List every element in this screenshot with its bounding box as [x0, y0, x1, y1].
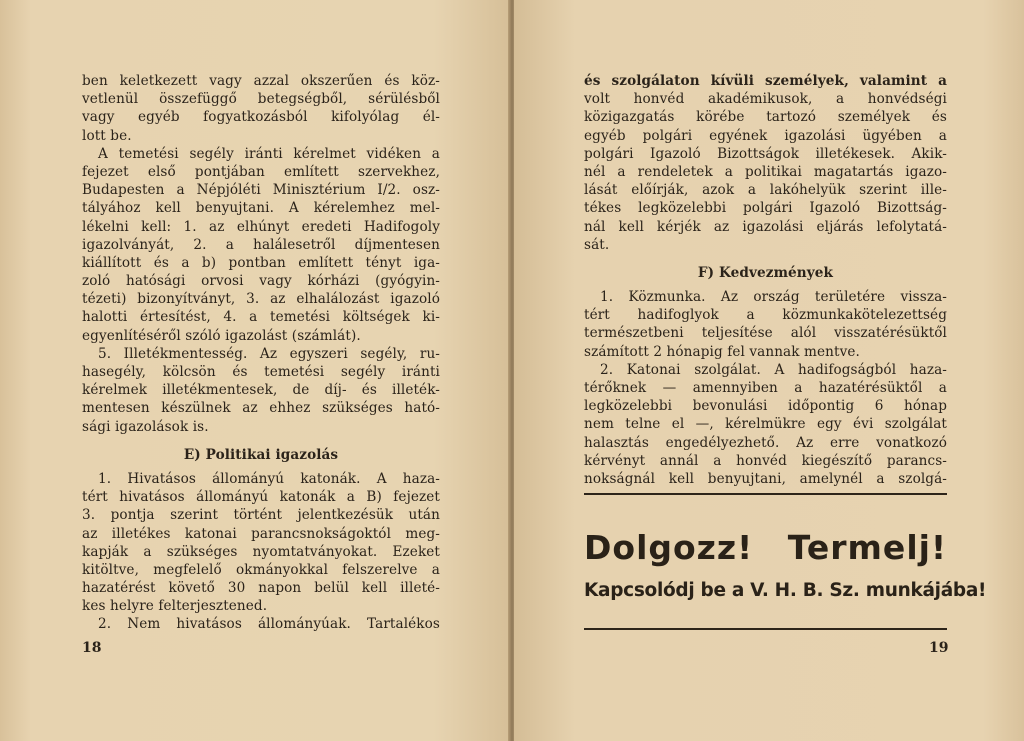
text-line: kiállított és a b) pontban említett tényt iga-	[82, 254, 440, 271]
text-line: Budapesten a Népjóléti Minisztérium I/2. osz-	[82, 182, 440, 199]
text-line: kérvényt annál a honvéd kiegészítő parancs-	[584, 452, 947, 469]
text-line: tért hivatásos állományú katonák a B) fejezet	[82, 489, 440, 506]
text-line: mentesen készülnek az ehhez szükséges ható-	[82, 400, 440, 417]
text-line: zoló hatósági orvosi vagy kórházi (gyógyin-	[82, 273, 440, 290]
slogan-subtitle: Kapcsolódj be a V. H. B. Sz. munkájába!	[584, 580, 987, 601]
slogan-produce: Termelj!	[787, 528, 947, 567]
section-heading-benefits: F) Kedvezmények	[697, 264, 834, 281]
text-line: lékelni kell: 1. az elhúnyt eredeti Hadifogoly	[82, 218, 440, 235]
right-page-text	[584, 72, 947, 488]
text-line: térőknek — amennyiben a hazatérésüktől a	[584, 380, 947, 396]
text-line: egyenlítéséről szóló igazolást (számlát).	[82, 327, 361, 344]
text-line: sát.	[584, 236, 610, 253]
divider-rule-bottom	[584, 628, 947, 630]
text-line: 2. Nem hivatásos állományúak. Tartalékos	[98, 616, 440, 633]
text-line: A temetési segély iránti kérelmet vidéken a	[98, 145, 440, 162]
text-line: igazolványát, 2. a halálesetről díjmentesen	[82, 236, 440, 253]
text-line: és szolgálaton kívüli személyek, valamint a	[584, 73, 947, 89]
text-line: ben keletkezett vagy azzal okszerűen és köz-	[82, 73, 440, 89]
text-line: fejezet első pontjában említett szervekhez,	[82, 163, 440, 180]
text-line: halotti értesítést, 4. a temetési költségek ki-	[82, 309, 440, 326]
text-line: nokságnál kell benyujtani, amelynél a szolgá-	[584, 470, 947, 487]
left-page-text	[82, 72, 440, 634]
text-line: vetlenül összefüggő betegségből, sérülésből	[82, 91, 440, 108]
text-line: tért hadifoglyok a közmunkakötelezettség	[584, 307, 947, 324]
text-line: természetbeni teljesítése alól visszatérésüktől	[584, 325, 947, 342]
text-line: nál kell kérjék az igazolási eljárás lefolytatá-	[584, 218, 947, 235]
text-line: nem telne el —, kérelmükre egy évi szolgálat	[584, 416, 947, 433]
text-line: halasztás engedélyezhető. Az erre vonatkozó	[584, 434, 947, 451]
slogan-banner	[584, 528, 947, 572]
right-page	[514, 0, 1024, 741]
section-heading-political: E) Politikai igazolás	[183, 446, 339, 463]
text-line: hazatérést követő 30 napon belül kell illeté-	[82, 580, 440, 597]
text-line: az illetékes katonai parancsnokságoktól meg-	[82, 525, 440, 542]
text-line: 3. pontja szerint történt jelentkezésük után	[82, 507, 440, 524]
text-line: egyéb polgári egyének igazolási ügyében a	[584, 127, 947, 144]
text-line: 1. Közmunka. Az ország területére vissza-	[600, 289, 947, 306]
text-line: kitöltve, megfelelő okmányokkal felszerelve a	[82, 561, 440, 578]
text-line: vagy egyéb fogyatkozásból kifolyólag él-	[82, 109, 440, 126]
text-line: volt honvéd akadémikusok, a honvédségi	[584, 91, 947, 108]
page-number-right: 19	[929, 640, 949, 656]
text-line: közigazgatás körébe tartozó személyek és	[584, 109, 947, 126]
text-line: 5. Illetékmentesség. Az egyszeri segély, ru-	[98, 345, 440, 362]
text-line: tékes legközelebbi polgári Igazoló Bizottság-	[584, 200, 947, 217]
text-line: lását előírják, azok a lakóhelyük szerint ille-	[584, 182, 947, 199]
divider-rule-top	[584, 493, 947, 495]
text-line: kapják a szükséges nyomtatványokat. Ezeket	[82, 543, 440, 560]
text-line: nél a rendeletek a politikai magatartás igazo-	[584, 163, 947, 180]
text-line: számított 2 hónapig fel vannak mentve.	[584, 343, 860, 360]
text-line: 2. Katonai szolgálat. A hadifogságból haza-	[600, 361, 947, 378]
text-line: sági igazolások is.	[82, 418, 209, 435]
text-line: tézeti) bizonyítványt, 3. az elhalálozást igazoló	[82, 291, 440, 308]
text-line: lott be.	[82, 127, 132, 144]
text-line: hasegély, kölcsön és temetési segély iránti	[82, 364, 440, 380]
text-line: 1. Hivatásos állományú katonák. A haza-	[98, 470, 440, 487]
slogan-work: Dolgozz!	[584, 528, 754, 567]
text-line: legközelebbi bevonulási időpontig 6 hónap	[584, 398, 947, 415]
page-number-left: 18	[82, 640, 102, 656]
text-line: kes helyre felterjesztened.	[82, 598, 268, 615]
text-line: tályához kell benyujtani. A kérelemhez mel-	[82, 200, 440, 217]
text-line: kérelmek illetékmentesek, de díj- és illeték-	[82, 382, 440, 399]
text-line: polgári Igazoló Bizottságok illetékesek. Akik-	[584, 145, 947, 162]
left-page	[0, 0, 510, 741]
